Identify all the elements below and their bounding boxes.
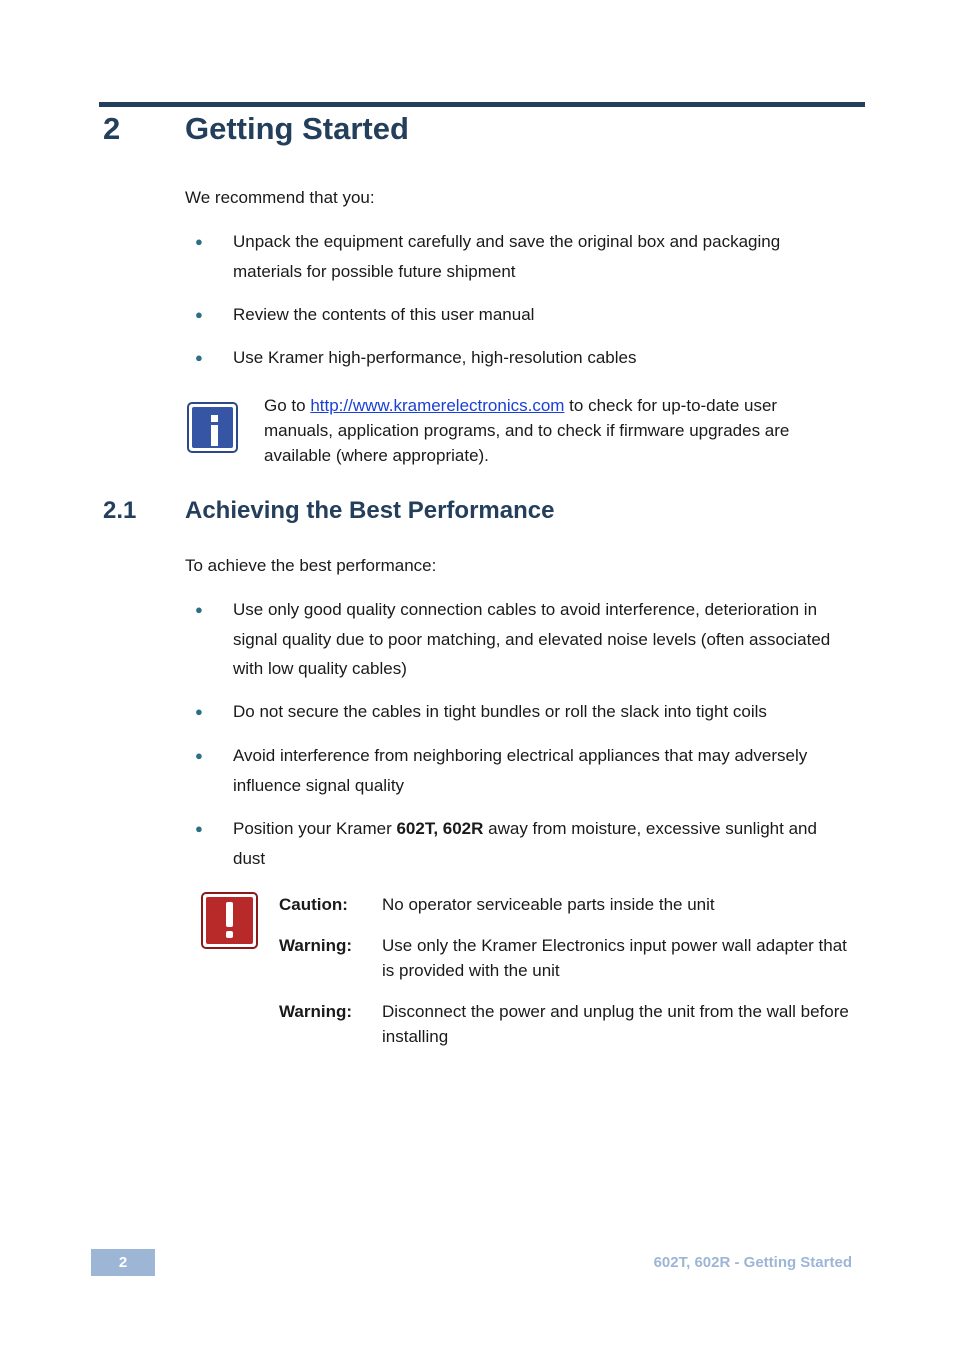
section-intro-text: To achieve the best performance: <box>185 556 437 575</box>
list-item-text-before: Position your Kramer <box>233 819 397 838</box>
warning-label: Warning: <box>279 936 353 955</box>
info-note <box>264 393 794 468</box>
list-item-text: Avoid interference from neighboring electrical appliances that may adversely influence signal quality <box>233 746 808 795</box>
section-number: 2.1 <box>103 497 137 524</box>
list-item-text-after: away from moisture, excessive sunlight and dust <box>233 819 817 868</box>
list-item-text: Review the contents of this user manual <box>233 305 535 324</box>
warning-text: Use only the Kramer Electronics input power wall adapter that is provided with the unit <box>382 936 847 980</box>
list-item-text <box>233 814 853 873</box>
chapter-number: 2 <box>103 111 121 146</box>
footer-title: 602T, 602R - Getting Started <box>653 1254 852 1271</box>
list-item <box>193 595 853 684</box>
bullet-icon: ● <box>195 307 203 322</box>
chapter-title: Getting Started <box>185 111 409 146</box>
info-note-suffix: to check for up-to-date user manuals, application programs, and to check if firmware upgrades are available (where appropriate). <box>264 396 790 465</box>
caution-label: Caution: <box>279 895 348 914</box>
warning-icon <box>201 892 258 949</box>
list-item <box>193 814 853 873</box>
list-item <box>193 343 853 373</box>
info-icon <box>187 402 238 453</box>
bullet-icon: ● <box>195 704 203 719</box>
list-item <box>193 227 853 286</box>
product-name: 602T, 602R <box>396 819 484 838</box>
list-item <box>193 697 853 727</box>
warning-text: Disconnect the power and unplug the unit from the wall before installing <box>382 1002 849 1046</box>
section-title: Achieving the Best Performance <box>185 497 555 524</box>
warning-label: Warning: <box>279 1002 353 1021</box>
list-item <box>193 741 853 800</box>
list-item-text: Use only good quality connection cables to avoid interference, deterioration in signal quality due to poor matching, and elevated noise levels (often associated with low quality cables) <box>233 600 831 678</box>
bullet-icon: ● <box>195 748 203 763</box>
caution-text: No operator serviceable parts inside the unit <box>382 895 715 914</box>
intro-text: We recommend that you: <box>185 188 375 207</box>
bullet-icon: ● <box>195 234 203 249</box>
info-note-prefix: Go to <box>264 396 311 415</box>
bullet-icon: ● <box>195 602 203 617</box>
list-item-text: Use Kramer high-performance, high-resolution cables <box>233 348 637 367</box>
chapter-top-rule <box>99 102 865 107</box>
list-item-text: Do not secure the cables in tight bundles or roll the slack into tight coils <box>233 702 767 721</box>
bullet-icon: ● <box>195 350 203 365</box>
page-number: 2 <box>91 1249 155 1276</box>
list-item-text: Unpack the equipment carefully and save the original box and packaging materials for possible future shipment <box>233 232 781 281</box>
list-item <box>193 300 853 330</box>
kramer-website-link[interactable]: http://www.kramerelectronics.com <box>310 396 565 415</box>
bullet-icon: ● <box>195 821 203 836</box>
